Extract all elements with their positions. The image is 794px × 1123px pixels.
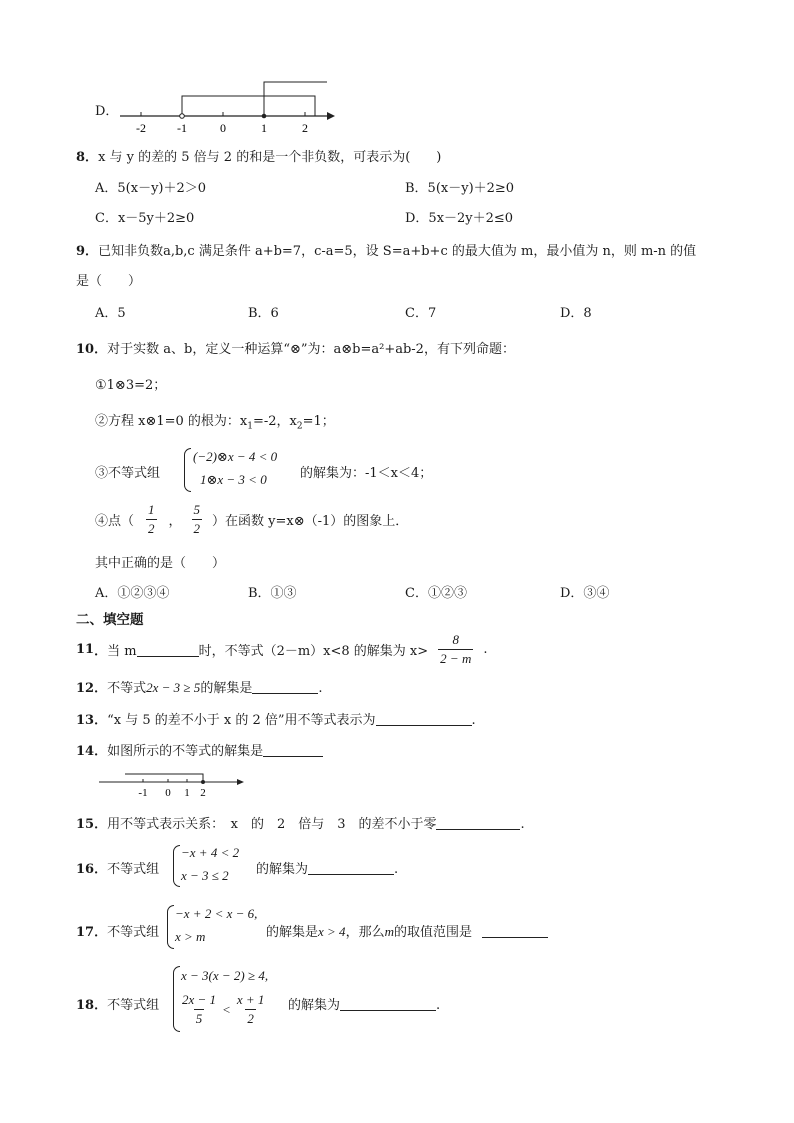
answer-blank[interactable] [137,642,199,657]
fraction [146,502,157,537]
q7-tick-label: 0 [220,121,226,135]
q16-text: 的解集为 [256,862,309,877]
q11-text: 当 m [107,644,137,659]
q10-item4-text: ④点（ [95,514,135,529]
q10-item3-prefix: ③不等式组 [95,466,161,481]
subscript: 1 [247,421,253,432]
q12-text: . [318,681,323,696]
q9-option-a[interactable]: A．5 [95,306,126,321]
question-stem: 已知非负数a,b,c 满足条件 a+b=7，c-a=5，设 S=a+b+c 的最大值为 m，最小值为 n，则 m-n 的值 [98,244,697,259]
q10-item4-text: ， [168,514,182,529]
question-number: 9 [76,244,86,259]
question-15: 15．用不等式表示关系： x 的 2 倍与 3 的差不小于零 . [76,817,525,832]
fraction [438,632,473,667]
fraction-numerator: 8 [452,632,459,647]
fraction [235,992,267,1027]
q17-line2: x > m [175,929,206,944]
q17-text: 的解集是 [266,925,319,940]
q10-which: 其中正确的是（ ） [95,556,226,571]
question-number: 11 [76,642,95,657]
q7-number-line [115,78,345,138]
q17-text: 的取值范围是 [393,925,472,940]
q18-line1: x − 3(x − 2) ≥ 4, [181,968,269,983]
q15-text: 用不等式表示关系： x 的 2 倍与 3 的差不小于零 [107,817,437,832]
fraction [180,992,218,1027]
q9-option-c[interactable]: C．7 [405,306,437,321]
question-number: 14 [76,744,95,759]
q10-item2-text: =-2，x [253,414,297,429]
section-heading: 二、填空题 [76,612,144,628]
q7-tick-label: -1 [177,121,187,135]
system-brace [173,845,180,887]
question-stem: x 与 y 的差的 5 倍与 2 的和是一个非负数，可表示为( ) [98,150,442,165]
q18-suffix [288,994,440,1013]
q14-tick-label: 2 [200,787,206,799]
question-10: 10．对于实数 a、b，定义一种运算“⊗”为：a⊗b=a²+ab-2，有下列命题： [76,342,515,357]
q10-option-b[interactable]: B．①③ [248,586,297,601]
subscript: 2 [296,421,303,432]
fraction-denominator: 5 [195,1011,203,1026]
question-number: 12 [76,681,95,696]
q16-line2: x − 3 ≤ 2 [181,868,229,883]
question-number: 13 [76,713,95,728]
q16-text: . [394,862,399,877]
q16-text: 不等式组 [107,862,160,877]
q10-item2-text: =1； [302,414,335,429]
fraction-denominator: 2 [247,1011,254,1026]
answer-blank[interactable] [308,860,394,875]
q16-line1: −x + 4 < 2 [181,845,240,860]
q8-option-d[interactable]: D．5x－2y＋2≤0 [405,211,514,226]
question-9: 9．已知非负数a,b,c 满足条件 a+b=7，c-a=5，设 S=a+b+c 的最大值为 m，最小值为 n，则 m-n 的值 [76,244,697,259]
q11-text: . [483,642,488,657]
answer-blank[interactable] [482,923,548,938]
q17-text: ，那么 [345,925,385,940]
math-expression: 2x − 3 ≥ 5 [146,680,201,695]
q7-tick-label: 2 [302,121,308,135]
q18-text: 不等式组 [107,998,160,1013]
question-number: 17 [76,925,95,940]
q10-option-d[interactable]: D．③④ [560,586,610,601]
q7-tick-label: 1 [261,121,267,135]
q10-item2-text: ②方程 x⊗1=0 的根为：x [95,414,248,429]
q10-proposition-4 [95,502,408,537]
question-stem: 对于实数 a、b，定义一种运算“⊗”为：a⊗b=a²+ab-2，有下列命题： [107,342,515,357]
q10-proposition-1: ①1⊗3=2； [95,378,167,393]
q14-tick-label: 0 [165,787,171,799]
q10-item3-line2: 1⊗x − 3 < 0 [200,472,267,487]
q10-item4-text: ）在函数 y=x⊗（-1）的图象上． [212,514,409,529]
answer-blank[interactable] [263,742,323,757]
q14-text: 如图所示的不等式的解集是 [107,744,264,759]
q9-option-b[interactable]: B．6 [248,306,279,321]
q12-text: 的解集是 [200,681,253,696]
q9-stem-line2: 是（ ） [76,274,142,289]
math-expression: x > 4 [318,924,346,939]
q11-text: 时，不等式（2－m）x<8 的解集为 x> [198,644,429,659]
q18-text: 的解集为 [288,998,341,1013]
q18-line2 [176,992,270,1027]
q14-number-line [95,770,250,800]
q15-text: . [520,817,525,832]
q7-option-d-label: D． [95,104,119,119]
fraction-numerator: 2x − 1 [182,992,217,1007]
q17-suffix [266,921,548,940]
q13-text: . [471,713,476,728]
fraction [192,502,203,537]
q18-text: . [436,998,441,1013]
answer-blank[interactable] [340,996,436,1011]
q14-tick-label: 1 [184,787,190,799]
answer-blank[interactable] [436,815,520,830]
question-17: 17．不等式组 [76,925,160,940]
q9-option-d[interactable]: D．8 [560,306,592,321]
answer-blank[interactable] [376,711,472,726]
question-number: 16 [76,862,95,877]
question-number: 18 [76,998,95,1013]
fraction-numerator: x + 1 [236,992,265,1007]
question-11: 11 ． 当 m 时，不等式（2－m）x<8 的解集为 x> $\frac{8}{2 - m}$ . [76,632,488,666]
question-14: 14．如图所示的不等式的解集是 [76,740,323,759]
math-expression: m [384,924,394,939]
q14-tick-label: -1 [138,787,148,799]
q10-option-c[interactable]: C．①②③ [405,586,467,601]
q17-text: 不等式组 [107,925,160,940]
q10-option-a[interactable]: A．①②③④ [95,586,170,601]
fraction-denominator: 2 [148,521,155,536]
q16-suffix [256,858,398,877]
fraction-numerator: 5 [193,502,201,517]
question-8: 8．x 与 y 的差的 5 倍与 2 的和是一个非负数，可表示为( ) [76,150,442,165]
math-expression: < [222,1001,231,1017]
fraction-numerator: 1 [148,502,155,517]
question-number: 10 [76,342,95,357]
question-13: 13．“x 与 5 的差不小于 x 的 2 倍”用不等式表示为 . [76,713,476,728]
q17-line1: −x + 2 < x − 6, [175,906,258,921]
fraction-denominator: 2 [193,521,201,536]
question-number: 15 [76,817,95,832]
q7-tick-label: -2 [136,121,146,135]
q10-item3-line1: (−2)⊗x − 4 < 0 [193,449,278,464]
q8-option-b[interactable]: B．5(x－y)＋2≥0 [405,181,515,196]
q13-text: “x 与 5 的差不小于 x 的 2 倍”用不等式表示为 [107,713,376,728]
question-16: 16．不等式组 [76,862,160,877]
system-brace [167,905,174,949]
q10-proposition-2 [95,410,335,432]
answer-blank[interactable] [252,679,318,694]
q8-option-a[interactable]: A．5(x－y)＋2＞0 [95,181,207,196]
fraction-denominator: 2 − m [440,651,472,666]
system-brace [184,448,191,492]
question-12: 12．不等式2x − 3 ≥ 5的解集是 . [76,680,323,696]
q8-option-c[interactable]: C．x－5y＋2≥0 [95,211,195,226]
question-18: 18．不等式组 [76,998,160,1013]
question-number: 8 [76,150,86,165]
q10-item3-suffix: 的解集为：-1＜x＜4； [300,466,433,481]
q12-text: 不等式 [107,681,147,696]
